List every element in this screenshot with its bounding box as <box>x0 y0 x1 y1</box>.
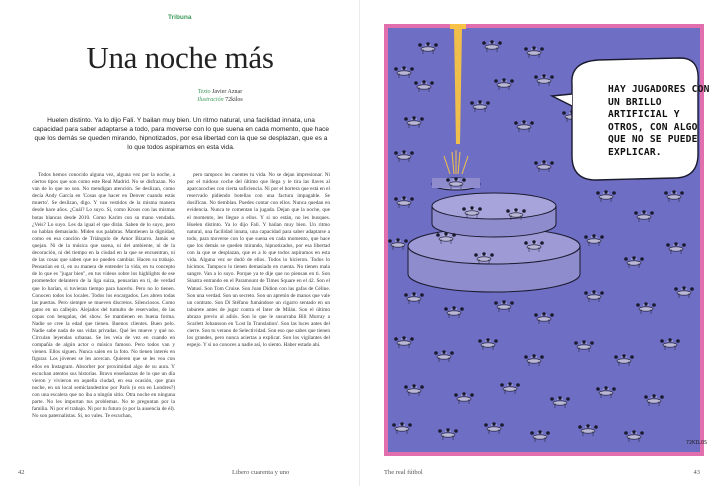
speech-bubble-text: HAY JUGADORES CON UN BRILLO ARTIFICIAL Y OTROS, CON ALGO QUE NO SE PUEDE EXPLICAR. <box>608 84 710 158</box>
article-title: Una noche más <box>86 40 274 75</box>
page-number-right: 43 <box>693 469 700 476</box>
speech-bubble <box>590 74 724 182</box>
right-page <box>360 0 720 486</box>
running-footer-left: Libero cuarenta y uno <box>232 469 290 476</box>
text-role: Texto <box>197 89 211 95</box>
text-author: Javier Aznar <box>212 89 243 95</box>
credits <box>120 88 320 104</box>
body-column-2 <box>187 172 330 349</box>
illustration <box>384 24 710 456</box>
page-number-left: 42 <box>18 469 25 476</box>
section-label: Tribuna <box>168 14 192 21</box>
illustration-author: 72kilos <box>225 97 243 103</box>
body-text-col-2: pero tampoco les cuentes tu vida. No se dejan impresionar. Ni por el ruidoso coche del último que llega y le tira las llaves al aparcacoches con cierta suficiencia. Ni por el hortera que está en el reservado pidiendo botellas con una factura impagable. Se dosifican. No tiemblan. Puedes contar con ellos. Nunca quedan en evidencia. Nunca te comentan la jugada. Dejan que la noche, que el momento, les llegue a ellos. Y si no están, no les busques. Huelen distinto. Ya lo dijo Fali. Y bailan muy bien. Un ritmo natural, una facilidad innata, una capacidad para saber adaptarse a todo, para moverse con lo que suena en cada momento, que hace que los demás se queden mirando, hipnotizados, por esa libertad con la que se desplazan, que es a lo que todos aspiramos en esta vida. Alguna vez se dudó de ellos. Todos lo hicieron. Todos lo hicimos. Tampoco lo tienen demasiado en cuenta. No tienen mala sangre. Van a lo suyo. Porque ya te dije que no piensan en ti. Son Sinatra entrando en el Paramount de Times Square en el 42. Son el Watusi. Son Tom Cruise. Son Joan Didion con las gafas de Céline. Son una verdad. Son un secreto. Son un apretón de manos que vale un contrato. Son Di Stéfano fumándose un cigarro sentado en un taburete antes de jugar contra el Inter de Milán. Son el último abrazo previo al adiós. Son lo que le susurraba Bill Murray a Scarlett Johansson en 'Lost In Translation'. Son las luces antes del cierre. Son tu verano de Selectividad. Son eso que sabes que tienen los grandes, pero nunca aciertas a explicar. Son los vigilantes del espejo. Y si no conoces a nadie así, lo siento. Haber estado ahí. <box>187 172 330 349</box>
body-text-col-1: Todos hemos conocido alguna vez, alguna vez por la noche, a ciertos tipos que son como este Real Madrid. No se disfrazan. No van de lo que no son. No mendigan atención. Se deslizan, como decía Andy García en 'Cosas que hacer en Denver cuando estás muerto'. Se deslizan, digo. Y van vestidos de la misma manera desde hace años. ¿Cuál? Lo suyo. Si, como Kroos con las mismas botas blancas desde 2010. Como Karim con su mano vendada. ¿Veis? Lo suyo. Les da igual el que dirán. Saben de lo suyo, pero no hablan demasiado. Miden sus palabras. Mantienen la dignidad, como en esa canción de Triángulo de Amor Bizarro. Jamás se quejan. Ni de la música que suena, ni del ambiente, ni de la decoración, ni del tiempo en la ciudad en la que se encuentran, ni de las cosas que saben que no pueden cambiar. Hacen su trabajo. Pensarían en ti, en su manera de entender la vida, en tu concepto de lo que es "jugar bien", en tus vídeos sobre los highlights de ese prometedor delantero de la liga suiza, pensarían en ti, de verdad que lo harían, si tuvieran tiempo para hacerlo. Pero no lo tienen. Conocen todos los locales. Todos los encargados. Les abren todas las puertas. Pero siempre se mueven discretos. Silenciosos. Como gatos en un callejón. Alejados del tumulto de reservados, de las copas con bengalas, del show. Se mantienen en buena forma. Nadie se cree la edad que tienen. Buenos clientes. Buen pelo. Nadie sabe nada de sus vidas privadas. Qué les mueve y qué no. Circulan leyendas urbanas. Se les veía de vez en cuando en compañía de algún actor o músico famoso. Pero todos van y vienen. Ellos siguen. Nunca salen en la foto. No tienen interés en figurar. Los jóvenes se les acercan. Quieren que se les vea con ellos en Instagram. Absorber por proximidad algo de su aura. Y escuchan atentos sus historias. Bravo enseñanzas de lo que un día vieron y vivieron en aquella ciudad, en esa ocasión, que gran noche, en un local semiclandestino por París (o era en Londres?) con una escalera que no iba a ningún sitio. Otra noche en ninguna parte. No les importan tus problemas. No te preguntan por la familia. Ni por el trabajo. Ni por tu futuro (o por la ausencia de él). No son paternalistas. Si, no vales. Te escuchan, <box>32 172 175 420</box>
article-lead: Huelen distinto. Ya lo dijo Fali. Y bailan muy bien. Un ritmo natural, una facilidad innata, una capacidad para saber adaptarse a todo, para moverse con lo que suena en cada momento, que hace que los demás se queden mirando, hipnotizados, por esa libertad con la que se desplazan, que es a lo que todos aspiramos en esta vida. <box>32 117 330 151</box>
left-page <box>0 0 360 486</box>
body-column-1 <box>32 172 175 420</box>
running-footer-right: The real fútbol <box>384 469 423 476</box>
illustrator-signature: 72KILOS <box>686 440 708 446</box>
spotlight-source <box>450 24 466 29</box>
illustration-role: Ilustración <box>197 97 224 103</box>
